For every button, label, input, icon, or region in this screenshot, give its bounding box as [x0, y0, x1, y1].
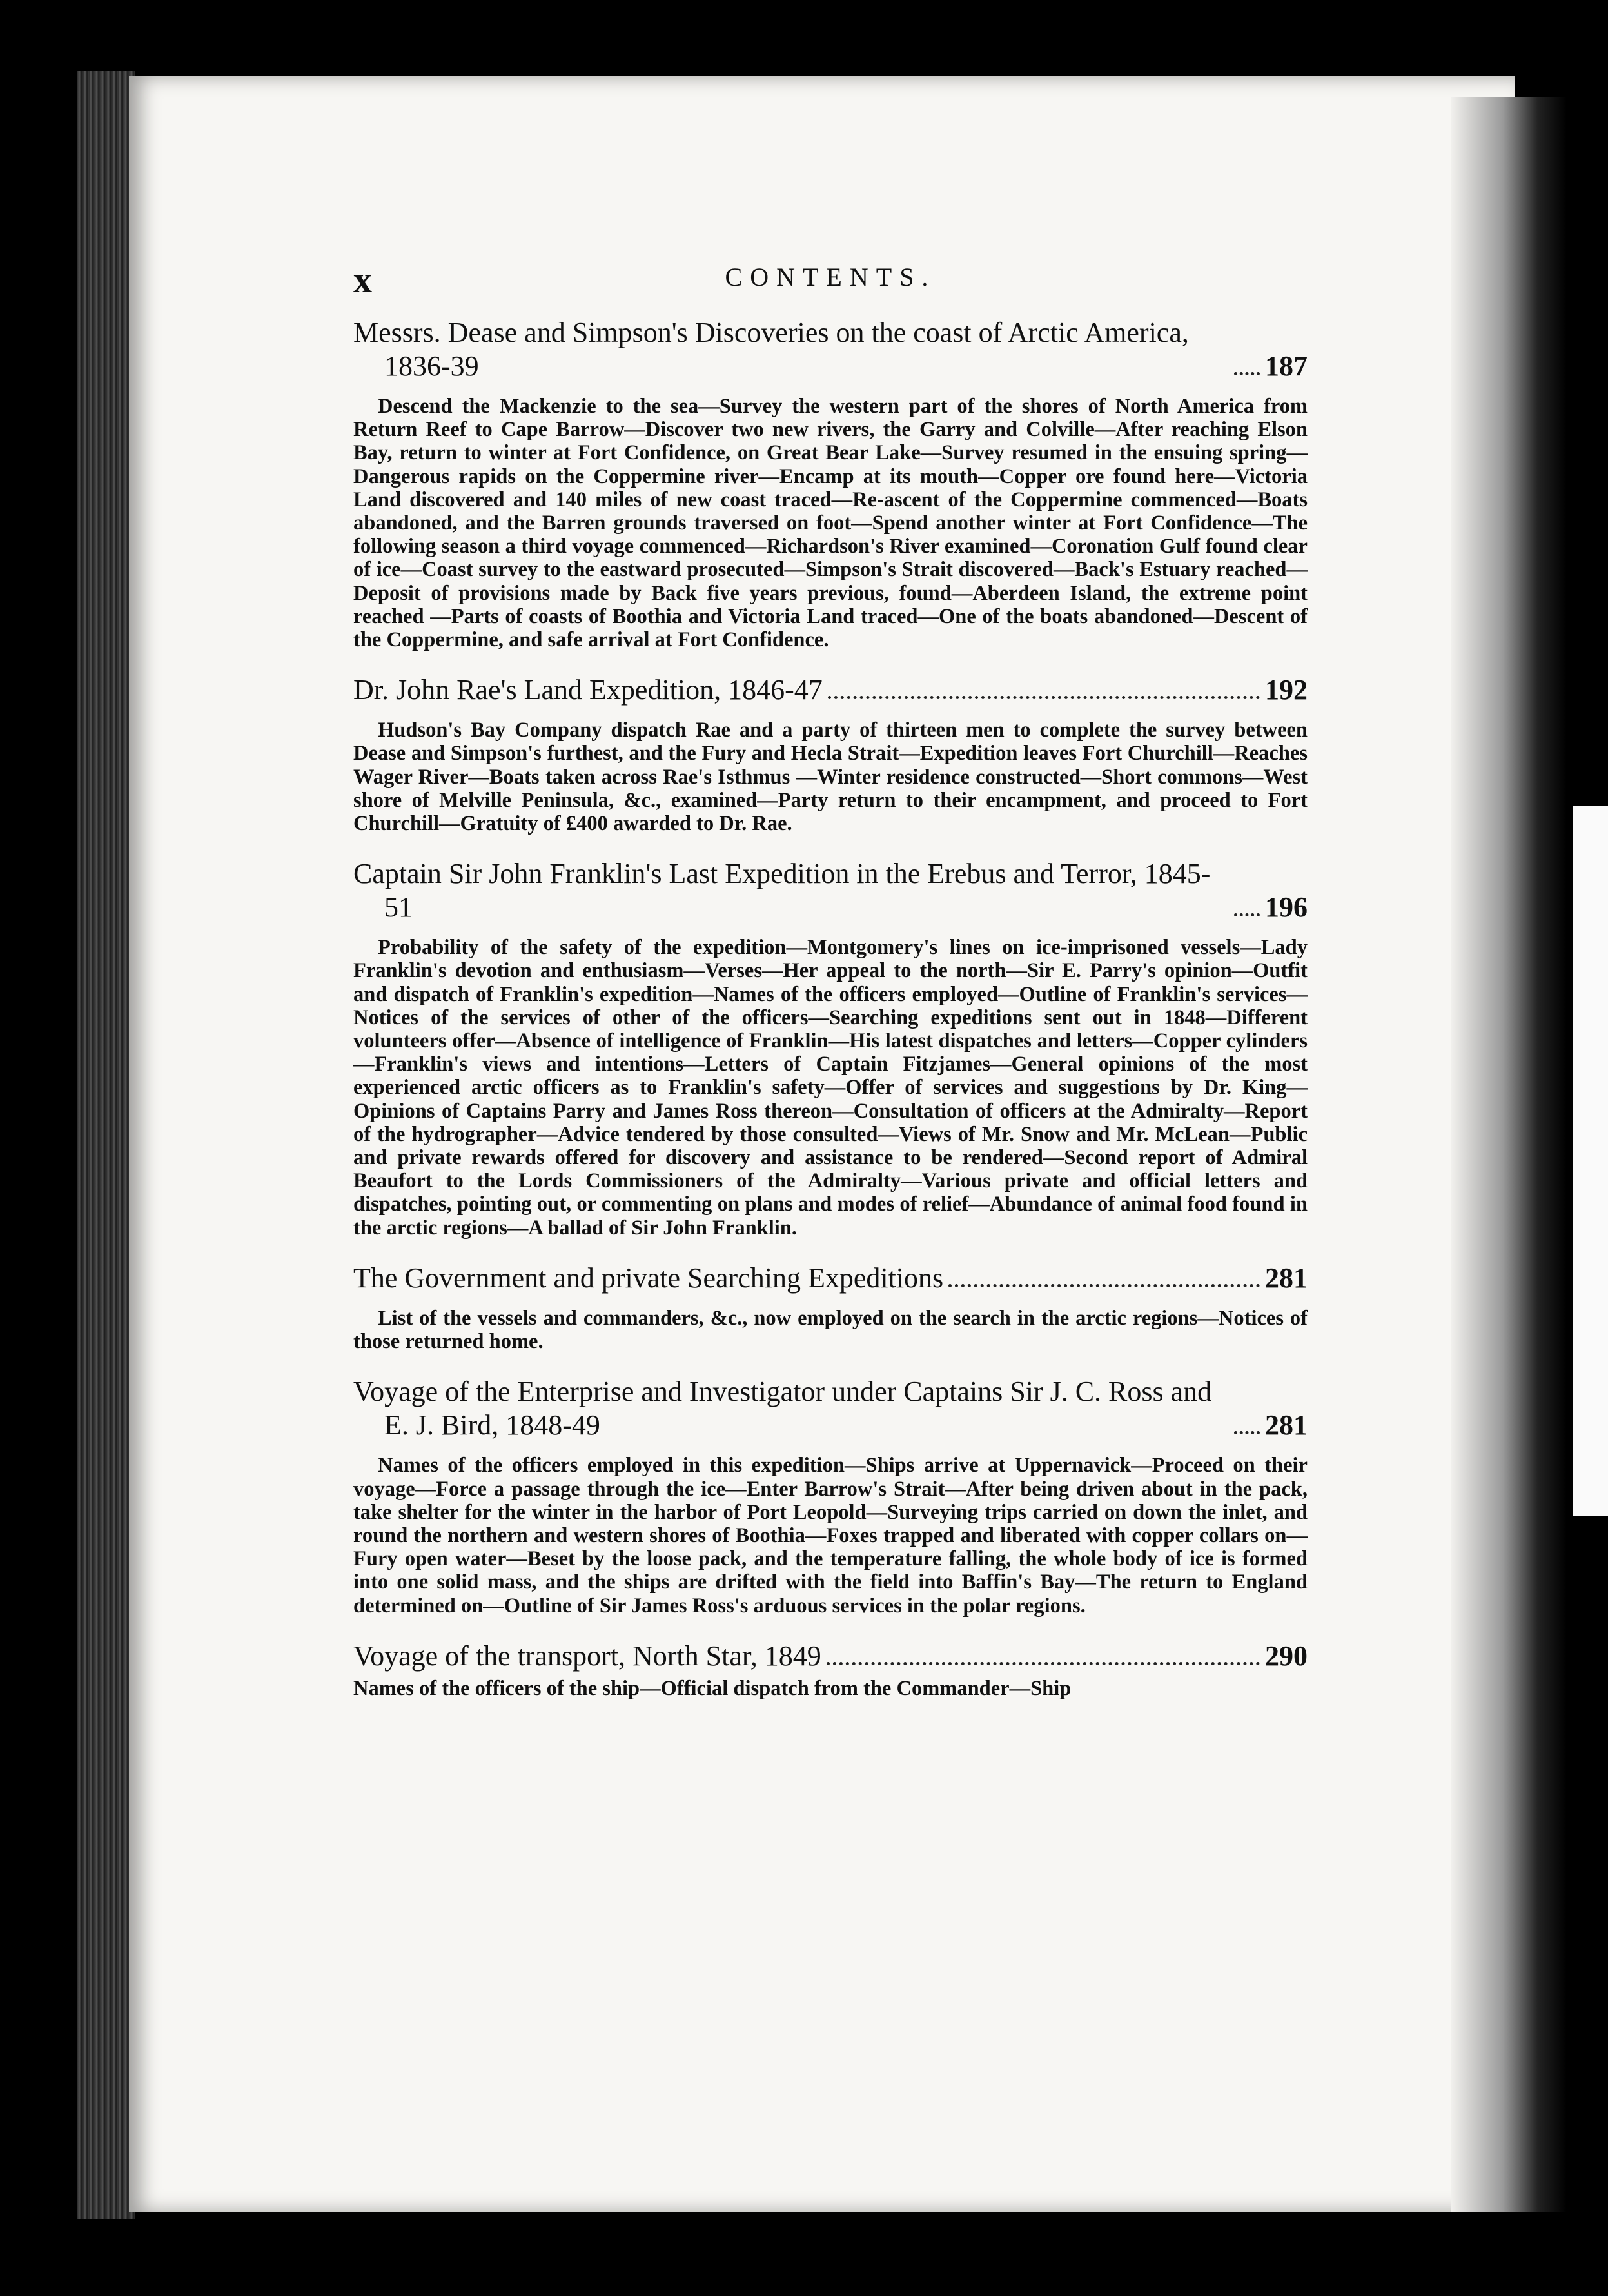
page-number: x	[353, 259, 372, 301]
toc-entry-summary: Names of the officers of the ship—Official dispatch from the Commander—Ship	[353, 1676, 1072, 1700]
toc-entry	[353, 673, 1308, 835]
toc-entry-title: Dr. John Rae's Land Expedition, 1846-47	[353, 674, 823, 706]
toc-entry-page: 192	[1265, 674, 1308, 706]
book-edge	[77, 71, 135, 2219]
toc-entry-title-line	[353, 316, 1308, 383]
toc-entry-summary: Probability of the safety of the expedition—Montgomery's lines on ice-imprisoned vessels—Lady Franklin's devotion and enthusiasm—Verses—Her appeal to the north—Sir E. Parry's opinion—Outfit and dispatch of Franklin's expedition—Names of the officers employed—Outline of Franklin's services—Notices of the services of other of the officers—Searching expeditions sent out in 1848—Different volunteers offer—Absence of intelligence of Franklin—His latest dispatches and letters—Copper cylinders —Franklin's views and intentions—Letters of Captain Fitzjames—General opinions of the most experienced arctic officers as to Franklin's safety—Offer of services and suggestions by Dr. King—Opinions of Captains Parry and James Ross thereon—Consultation of officers at the Admiralty—Report of the hydrographer—Advice tendered by those consulted—Views of Mr. Snow and Mr. McLean—Public and private rewards offered for discovery and assistance to be rendered—Second report of Admiral Beaufort to the Lords Commissioners of the Admiralty—Various private and official letters and dispatches, pointing out, or commenting on plans and modes of relief—Abundance of animal food found in the arctic regions—A ballad of Sir John Franklin.	[353, 936, 1308, 1240]
adjacent-page-edge	[1573, 806, 1608, 1516]
toc-entry-page: 196	[1265, 891, 1308, 924]
running-title: CONTENTS.	[725, 262, 936, 292]
toc-entry-page: 281	[1265, 1409, 1308, 1441]
toc-entry-title: Messrs. Dease and Simpson's Discoveries on the coast of Arctic America, 1836-39	[353, 317, 1189, 382]
toc-entry-title-line	[353, 1262, 1308, 1295]
toc-entry	[353, 857, 1308, 1240]
toc-entry	[353, 1639, 1308, 1700]
toc-entry-summary: Hudson's Bay Company dispatch Rae and a party of thirteen men to complete the survey between Dease and Simpson's furthest, and the Fury and Hecla Strait—Expedition leaves Fort Churchill—Reaches Wager River—Boats taken across Rae's Isthmus —Winter residence constructed—Short commons—West shore of Melville Peninsula, &c., examined—Party return to their encampment, and proceed to Fort Churchill—Gratuity of £400 awarded to Dr. Rae.	[353, 718, 1308, 836]
toc-entry-title: The Government and private Searching Expeditions	[353, 1262, 944, 1294]
dot-leader	[1234, 372, 1260, 375]
dot-leader	[828, 696, 1260, 699]
dot-leader	[1234, 913, 1260, 916]
page-gutter-shadow	[1451, 97, 1567, 2212]
toc-entry-title-line	[353, 673, 1308, 707]
dot-leader	[827, 1662, 1260, 1665]
toc-entry-title-line	[353, 857, 1308, 924]
toc-entry-title-line	[353, 1375, 1308, 1442]
dot-leader	[948, 1284, 1260, 1287]
toc-entry	[353, 1375, 1308, 1617]
toc-entry	[353, 1262, 1308, 1353]
toc-entry-title: Voyage of the transport, North Star, 1849	[353, 1639, 821, 1672]
toc-entry	[353, 316, 1308, 651]
page-header	[353, 258, 1308, 303]
dot-leader	[1234, 1431, 1260, 1434]
contents-page	[353, 258, 1308, 1722]
toc-entry-summary: Names of the officers employed in this expedition—Ships arrive at Uppernavick—Proceed on their voyage—Force a passage through the ice—Enter Barrow's Strait—After being driven about in the pack, take shelter for the winter in the harbor of Port Leopold—Surveying trips carried on down the inlet, and round the northern and western shores of Boothia—Foxes trapped and liberated with copper collars on—Fury open water—Beset by the loose pack, and the temperature falling, the whole body of ice is formed into one solid mass, and the ships are drifted with the field into Baffin's Bay—The return to England determined on—Outline of Sir James Ross's arduous services in the polar regions.	[353, 1454, 1308, 1618]
toc-entry-page: 281	[1265, 1262, 1308, 1294]
toc-entry-title: Voyage of the Enterprise and Investigator under Captains Sir J. C. Ross and E. J. Bird, 1848-49	[353, 1376, 1212, 1441]
toc-entry-page: 187	[1265, 350, 1308, 382]
toc-entry-title: Captain Sir John Franklin's Last Expedition in the Erebus and Terror, 1845-51	[353, 858, 1211, 924]
toc-entry-title-line	[353, 1639, 1308, 1673]
toc-entry-page: 290	[1265, 1639, 1308, 1672]
toc-entry-summary: Descend the Mackenzie to the sea—Survey the western part of the shores of North America from Return Reef to Cape Barrow—Discover two new rivers, the Garry and Colville—After reaching Elson Bay, return to winter at Fort Confidence, on Great Bear Lake—Survey resumed in the ensuing spring—Dangerous rapids on the Coppermine river—Encamp at its mouth—Copper ore found here—Victoria Land discovered and 140 miles of new coast traced—Re-ascent of the Coppermine commenced—Boats abandoned, and the Barren grounds traversed on foot—Spend another winter at Fort Confidence—The following season a third voyage commenced—Richardson's River examined—Coronation Gulf found clear of ice—Coast survey to the eastward prosecuted—Simpson's Strait discovered—Back's Estuary reached—Deposit of provisions made by Back five years previous, found—Aberdeen Island, the extreme point reached —Parts of coasts of Boothia and Victoria Land traced—One of the boats abandoned—Descent of the Coppermine, and safe arrival at Fort Confidence.	[353, 395, 1308, 652]
toc-entry-summary: List of the vessels and commanders, &c., now employed on the search in the arctic regions—Notices of those returned home.	[353, 1306, 1308, 1354]
